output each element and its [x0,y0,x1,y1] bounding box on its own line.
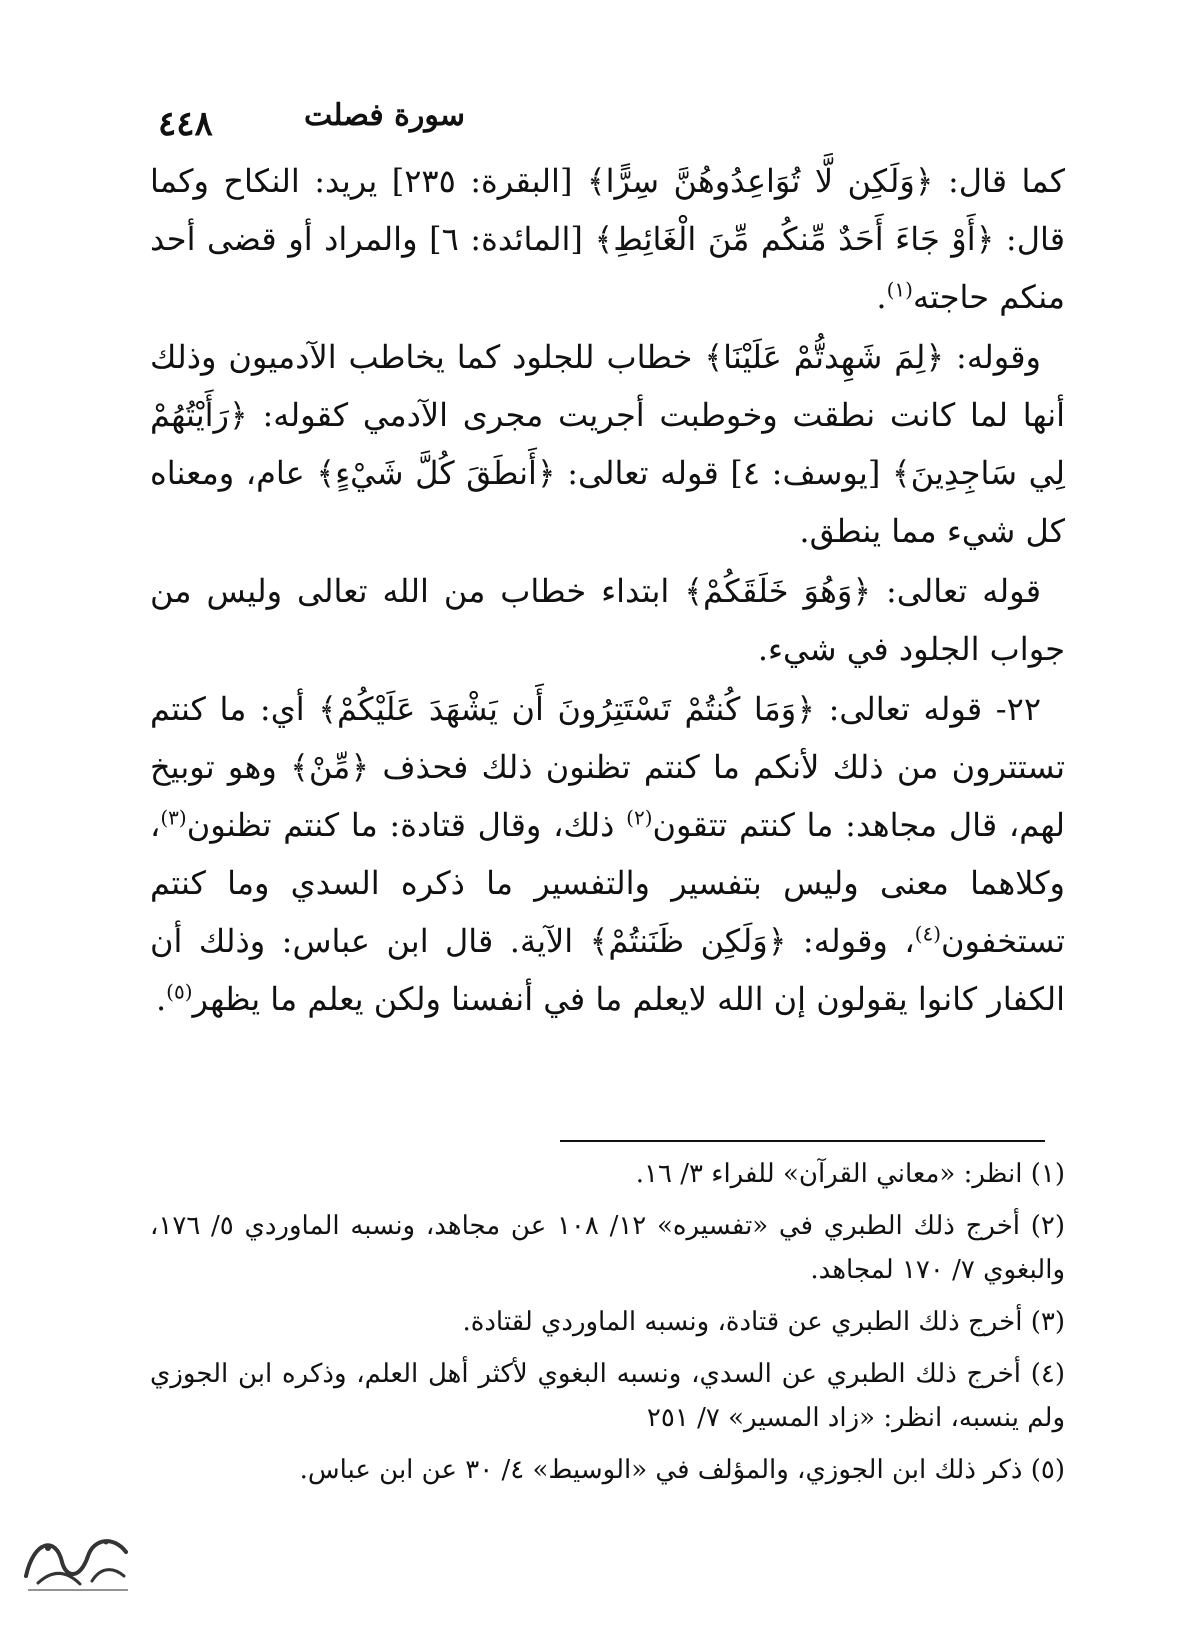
footnote-reference: (١) [886,277,913,302]
paragraph [150,328,1065,560]
paragraph-end: . [155,980,167,1018]
footnote-reference: (٥) [166,979,193,1004]
footnote-item: (٣) أخرج ذلك الطبري عن قتادة، ونسبه الماوردي لقتادة. [462,1307,1065,1337]
footnote-item: (٥) ذكر ذلك ابن الجوزي، والمؤلف في «الوسيط» ٤/ ٣٠ عن ابن عباس. [299,1455,1065,1485]
footnote-item: (٢) أخرج ذلك الطبري في «تفسيره» ١٢/ ١٠٨ عن مجاهد، ونسبه الماوردي ٥/ ١٧٦، والبغوي ٧/ ١٧٠ لمجاهد. [150,1211,1066,1285]
paragraph-text: وقوله: ﴿لِمَ شَهِدتُّمْ عَلَيْنَا﴾ خطاب للجلود كما يخاطب الآدميون وذلك أنها لما كانت نطقت وخوطبت أجريت مجرى الآدمي كقوله: ﴿رَأَيْتُهُمْ لِي سَاجِدِينَ﴾ [يوسف: ٤] قوله تعالى: ﴿أَنطَقَ كُلَّ شَيْءٍ﴾ عام، ومعناه كل شيء مما ينطق. [150,338,1066,550]
paragraph-text: ، وكلاهما معنى وليس بتفسير والتفسير ما ذكره السدي وما كنتم تستخفون [150,806,1065,960]
footnote-item: (١) انظر: «معاني القرآن» للفراء ٣/ ١٦. [635,1159,1065,1189]
paragraph-end: . [876,278,887,316]
paragraph-text: قوله تعالى: ﴿وَهُوَ خَلَقَكُمْ﴾ ابتداء خطاب من الله تعالى وليس من جواب الجلود في شيء. [150,572,1065,668]
paragraph-text: كما قال: ﴿وَلَكِن لَّا تُوَاعِدُوهُنَّ سِرًّا﴾ [البقرة: ٢٣٥] يريد: النكاح وكما قال: ﴿أَوْ جَاءَ أَحَدٌ مِّنكُم مِّنَ الْغَائِطِ﴾ [المائدة: ٦] والمراد أو قضى أحد منكم حاجته [150,162,1066,316]
footnote-reference: (٣) [160,805,187,830]
footnote-item: (٤) أخرج ذلك الطبري عن السدي، ونسبه البغوي لأكثر أهل العلم، وذكره ابن الجوزي ولم ينسبه، انظر: «زاد المسير» ٧/ ٢٥١ [150,1359,1065,1433]
footnote-reference: (٤) [914,921,942,946]
paragraph-text: ذلك، وقال قتادة: ما كنتم تظنون [186,806,627,844]
footnotes-section [150,1152,1065,1500]
page-number: ٤٤٨ [158,104,213,144]
footnote-divider [560,1140,1045,1142]
paragraph [150,562,1065,678]
running-header [150,70,1065,144]
paragraph [150,680,1065,1028]
main-text [150,152,1065,1028]
paragraph-text: ، وقوله: ﴿وَلَكِن ظَنَنتُمْ﴾ الآية. قال ابن عباس: وذلك أن الكفار كانوا يقولون إن الله لايعلم ما في أنفسنا ولكن يعلم ما يظهر [150,922,1065,1018]
paragraph [150,152,1065,326]
footnote-reference: (٢) [626,805,653,830]
page-title: سورة فصلت [303,98,465,133]
calligraphy-mark-icon [18,1518,138,1598]
paragraph-text: ٢٢- قوله تعالى: ﴿وَمَا كُنتُمْ تَسْتَتِرُونَ أَن يَشْهَدَ عَلَيْكُمْ﴾ أي: ما كنتم تستترون من ذلك لأنكم ما كنتم تظنون ذلك فحذف ﴿مِّنْ﴾ وهو توبيخ لهم، قال مجاهد: ما كنتم تتقون [150,690,1066,844]
